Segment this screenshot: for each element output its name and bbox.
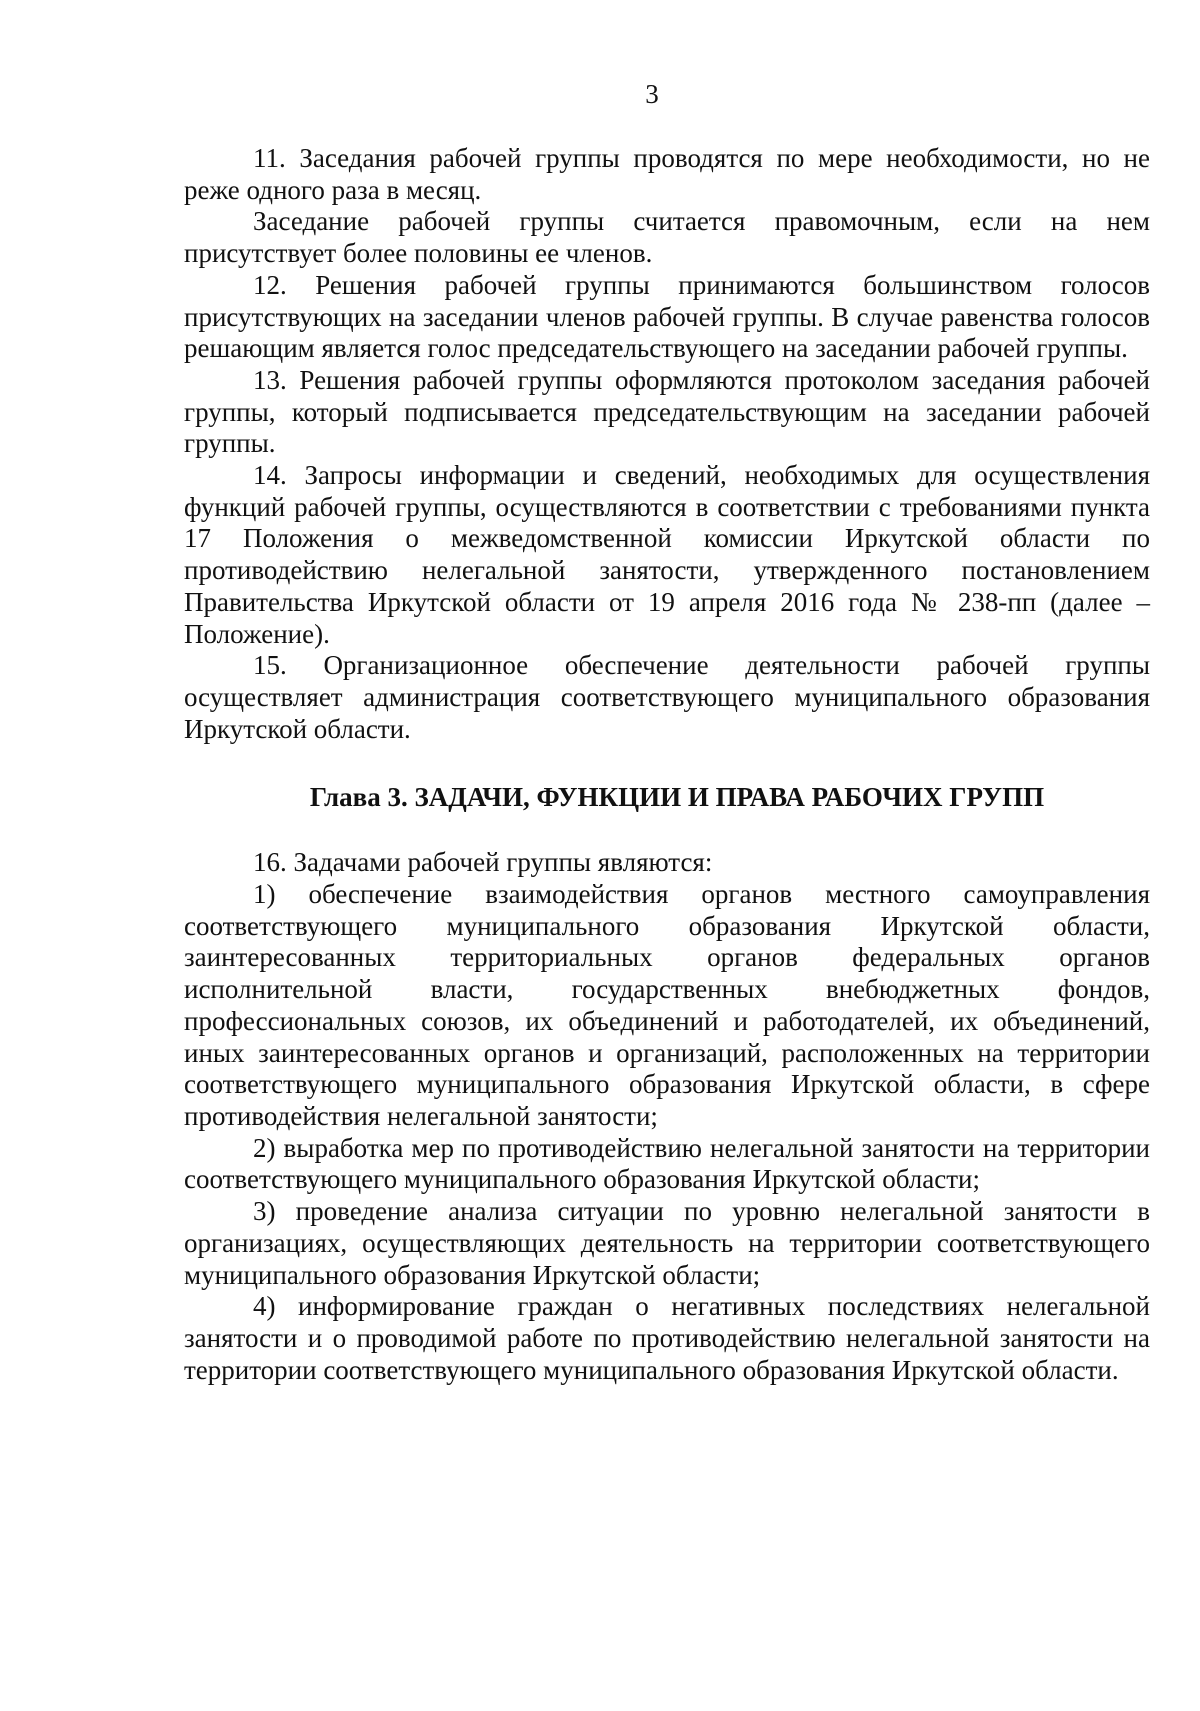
paragraph-11-quorum: Заседание рабочей группы считается правомочным, если на нем присутствует более половины ее членов. bbox=[184, 206, 1150, 269]
paragraph-11: 11. Заседания рабочей группы проводятся по мере необходимости, но не реже одного раза в месяц. bbox=[184, 143, 1150, 205]
list-item-2: 2) выработка мер по противодействию нелегальной занятости на территории соответствующего муниципального образования Иркутской области; bbox=[184, 1132, 1150, 1195]
list-item-4: 4) информирование граждан о негативных последствиях нелегальной занятости и о проводимой работе по противодействию нелегальной занятости на территории соответствующего муниципального образования Иркутской области. bbox=[184, 1291, 1150, 1385]
paragraph-16: 16. Задачами рабочей группы являются: bbox=[253, 847, 713, 878]
list-item-3: 3) проведение анализа ситуации по уровню нелегальной занятости в организациях, осуществляющих деятельность на территории соответствующего муниципального образования Иркутской области; bbox=[184, 1196, 1150, 1290]
paragraph-12: 12. Решения рабочей группы принимаются большинством голосов присутствующих на заседании членов рабочей группы. В случае равенства голосов решающим является голос председательствующего на заседании рабочей группы. bbox=[184, 269, 1150, 364]
document-body bbox=[184, 143, 1150, 1386]
paragraph-13: 13. Решения рабочей группы оформляются протоколом заседания рабочей группы, который подписывается председательствующим на заседании рабочей группы. bbox=[184, 364, 1150, 459]
paragraph-14: 14. Запросы информации и сведений, необходимых для осуществления функций рабочей группы, осуществляются в соответствии с требованиями пункта 17 Положения о межведомственной комиссии Иркутской области по противодействию нелегальной занятости, утвержденного постановлением Правительства Иркутской области от 19 апреля 2016 года № 238-пп (далее – Положение). bbox=[184, 460, 1150, 649]
chapter-heading: Глава 3. ЗАДАЧИ, ФУНКЦИИ И ПРАВА РАБОЧИХ ГРУПП bbox=[309, 782, 1045, 813]
page-number: 3 bbox=[645, 79, 659, 109]
list-item-1: 1) обеспечение взаимодействия органов местного самоуправления соответствующего муниципального образования Иркутской области, заинтересованных территориальных органов федеральных органов исполнительной власти, государственных внебюджетных фондов, профессиональных союзов, их объединений и работодателей, их объединений, иных заинтересованных органов и организаций, расположенных на территории соответствующего муниципального образования Иркутской области, в сфере противодействия нелегальной занятости; bbox=[184, 879, 1150, 1131]
paragraph-15: 15. Организационное обеспечение деятельности рабочей группы осуществляет администрация соответствующего муниципального образования Иркутской области. bbox=[184, 650, 1150, 744]
